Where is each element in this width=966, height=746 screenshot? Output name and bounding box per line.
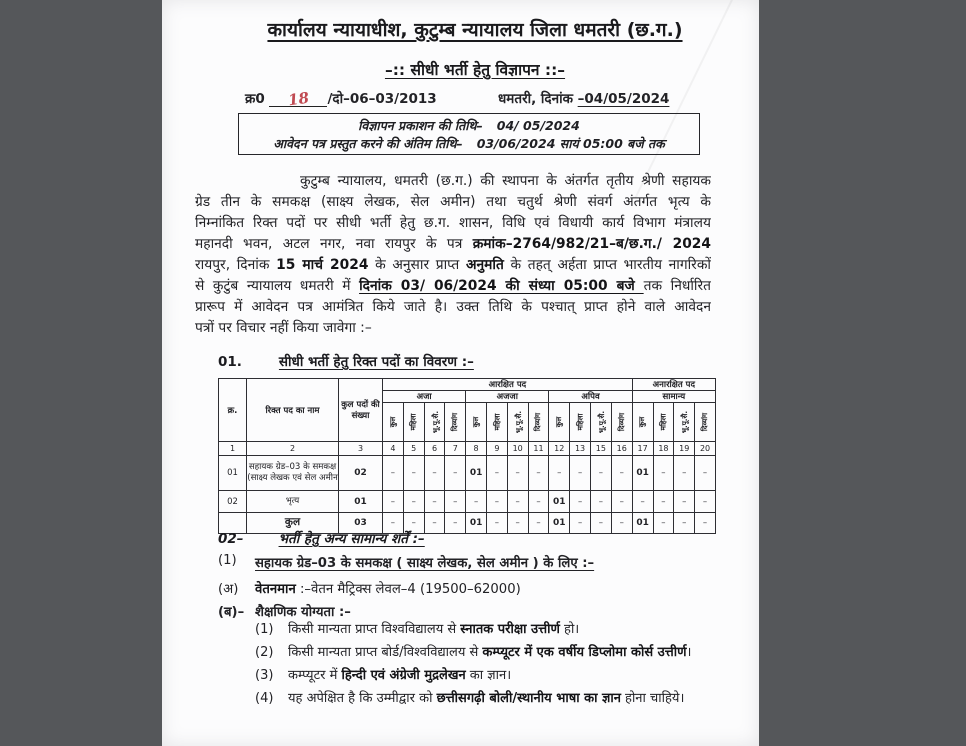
advertisement-heading: –:: सीधी भर्ती हेतु विज्ञापन ::– — [384, 61, 566, 79]
education-item — [255, 621, 710, 638]
cell-value: 01 — [466, 513, 487, 534]
cell-value: – — [611, 456, 632, 491]
education-item-label: (2) — [255, 645, 274, 660]
cell-value: – — [590, 456, 611, 491]
section-01-heading — [218, 352, 474, 370]
document-page — [162, 0, 759, 746]
education-item-label: (4) — [255, 691, 274, 706]
header-subcolumn — [549, 403, 570, 442]
education-item-label: (1) — [255, 622, 274, 637]
column-number: 18 — [653, 442, 674, 456]
cell-value: – — [695, 491, 716, 513]
header-category: अपिव — [549, 391, 632, 403]
header-subcolumn — [445, 403, 466, 442]
cell-value: 01 — [549, 491, 570, 513]
header-subcolumn — [590, 403, 611, 442]
rotated-label: भू.पू.सै. — [430, 410, 440, 434]
rotated-label: भू.पू.सै. — [513, 410, 523, 434]
cell-value: – — [486, 513, 507, 534]
header-reserved: आरक्षित पद — [383, 379, 633, 391]
cell-value: – — [653, 456, 674, 491]
header-subcolumn — [695, 403, 716, 442]
header-subcolumn — [674, 403, 695, 442]
intro-line: निम्नांकित रिक्त पदों पर सीधी भर्ती हेतु छ.ग. शासन, विधि एवं विधायी कार्य विभाग मंत्रालय — [195, 215, 711, 231]
cell-post-name: कुल — [247, 513, 339, 534]
cell-total: 02 — [339, 456, 383, 491]
cell-value: – — [695, 456, 716, 491]
cell-value: – — [403, 513, 424, 534]
cell-value: – — [383, 513, 404, 534]
cell-post-name: भृत्य — [247, 491, 339, 513]
cell-value: – — [570, 491, 591, 513]
intro-line: रायपुर, दिनांक 15 मार्च 2024 के अनुसार प्राप्त अनुमति के तहत् अर्हता प्राप्त भारतीय नागरिकों — [195, 257, 711, 273]
education-item — [255, 644, 710, 661]
last-date-line — [239, 135, 699, 152]
condition-item-education — [218, 602, 718, 620]
last-date-label: आवेदन पत्र प्रस्तुत करने की अंतिम तिथि– — [273, 135, 463, 151]
publication-date-line — [239, 117, 699, 134]
intro-line: से कुटुंब न्यायालय धमतरी में दिनांक 03/ 06/2024 की संध्या 05:00 बजे तक निर्धारित — [195, 278, 711, 294]
section-02-number: 02– — [218, 531, 244, 547]
cell-value: – — [528, 491, 549, 513]
publication-date-value: 04/ 05/2024 — [496, 117, 580, 133]
cell-value: – — [486, 491, 507, 513]
education-item — [255, 667, 710, 684]
table-header-row-1 — [219, 379, 716, 391]
condition-item-pay-text: वेतनमान :–वेतन मैट्रिक्स लेवल–4 (19500–62000) — [255, 582, 521, 597]
column-number: 7 — [445, 442, 466, 456]
cell-value: – — [528, 513, 549, 534]
header-post-name: रिक्त पद का नाम — [247, 379, 339, 442]
table-column-numbers — [219, 442, 716, 456]
column-number: 16 — [611, 442, 632, 456]
publication-dates-box — [238, 113, 700, 155]
cell-value: – — [383, 491, 404, 513]
cell-value: 01 — [466, 456, 487, 491]
education-item-text: किसी मान्यता प्राप्त विश्वविद्यालय से स्नातक परीक्षा उत्तीर्ण हो। — [288, 622, 580, 637]
cell-value: – — [466, 491, 487, 513]
header-subcolumn — [632, 403, 653, 442]
cell-value: – — [383, 456, 404, 491]
column-number: 9 — [486, 442, 507, 456]
column-number: 15 — [590, 442, 611, 456]
rotated-label: कुल — [637, 416, 647, 428]
table-row — [219, 456, 716, 491]
intro-line: पत्रों पर विचार नहीं किया जावेगा :– — [195, 320, 372, 336]
cell-value: – — [570, 513, 591, 534]
education-item-label: (3) — [255, 668, 274, 683]
column-number: 5 — [403, 442, 424, 456]
header-subcolumn — [507, 403, 528, 442]
condition-item-pay — [218, 579, 718, 597]
intro-line: ग्रेड तीन के समकक्ष (साक्ष्य लेखक, सेल अमीन) तथा चतुर्थ श्रेणी संवर्ग अंतर्गत भृत्य के — [195, 194, 711, 210]
cell-value: – — [611, 491, 632, 513]
document-title: कार्यालय न्यायाधीश, कुटुम्ब न्यायालय जिला धमतरी (छ.ग.) — [267, 19, 683, 41]
reference-number — [245, 88, 437, 110]
condition-item-1-label: (1) — [218, 553, 237, 568]
header-subcolumn — [466, 403, 487, 442]
handwritten-number: 18 — [287, 88, 311, 110]
dateline-value: –04/05/2024 — [577, 91, 670, 107]
header-category: अजजा — [466, 391, 549, 403]
cell-value: – — [653, 513, 674, 534]
cell-sno: 01 — [219, 456, 247, 491]
section-02-title: भर्ती हेतु अन्य सामान्य शर्तें :– — [278, 531, 425, 547]
column-number: 8 — [466, 442, 487, 456]
condition-item-education-text: शैक्षणिक योग्यता :– — [255, 605, 351, 620]
column-number: 6 — [424, 442, 445, 456]
column-number: 13 — [570, 442, 591, 456]
cell-value: 01 — [632, 513, 653, 534]
header-category: अजा — [383, 391, 466, 403]
header-subcolumn — [424, 403, 445, 442]
condition-item-1 — [218, 553, 718, 571]
table-row — [219, 491, 716, 513]
column-number: 3 — [339, 442, 383, 456]
header-sno: क्र. — [219, 379, 247, 442]
column-number: 4 — [383, 442, 404, 456]
education-qualification-list — [255, 621, 710, 713]
cell-value: – — [653, 491, 674, 513]
cell-value: – — [445, 456, 466, 491]
cell-value: – — [507, 513, 528, 534]
header-unreserved: अनारक्षित पद — [632, 379, 715, 391]
cell-value: – — [528, 456, 549, 491]
education-item — [255, 690, 710, 707]
column-number: 20 — [695, 442, 716, 456]
cell-value: – — [674, 456, 695, 491]
rotated-label: दिव्यांग — [450, 412, 460, 432]
cell-value: 01 — [632, 456, 653, 491]
column-number: 17 — [632, 442, 653, 456]
cell-value: – — [632, 491, 653, 513]
cell-value: – — [445, 491, 466, 513]
reference-line — [162, 89, 759, 111]
cell-value: – — [507, 491, 528, 513]
intro-line: प्रारूप में आवेदन पत्र आमंत्रित किये जाते है। उक्त तिथि के पश्चात् प्राप्त होने वाले आवेदन — [195, 299, 711, 315]
column-number: 10 — [507, 442, 528, 456]
dateline-label: धमतरी, दिनांक — [498, 91, 573, 107]
rotated-label: दिव्यांग — [616, 412, 626, 432]
header-total-posts: कुल पदों की संख्या — [339, 379, 383, 442]
section-01-title: सीधी भर्ती हेतु रिक्त पदों का विवरण :– — [278, 354, 474, 370]
section-01-number: 01. — [218, 354, 242, 370]
header-subcolumn — [570, 403, 591, 442]
intro-line: महानदी भवन, अटल नगर, नवा रायपुर के पत्र क्रमांक–2764/982/21–ब/छ.ग./ 2024 — [195, 236, 711, 252]
last-date-value: 03/06/2024 सायं 05:00 बजे तक — [476, 135, 665, 151]
cell-value: – — [590, 513, 611, 534]
header-subcolumn — [486, 403, 507, 442]
cell-value: – — [486, 456, 507, 491]
rotated-label: दिव्यांग — [533, 412, 543, 432]
reference-suffix: /दो–06–03/2013 — [327, 91, 437, 107]
cell-value: – — [695, 513, 716, 534]
cell-value: – — [403, 456, 424, 491]
rotated-label: कुल — [554, 416, 564, 428]
rotated-label: भू.पू.सै. — [597, 410, 607, 434]
cell-value: – — [549, 456, 570, 491]
handwritten-number-blank — [269, 88, 327, 110]
cell-value: – — [424, 513, 445, 534]
publication-date-label: विज्ञापन प्रकाशन की तिथि– — [358, 117, 483, 133]
cell-value: – — [507, 456, 528, 491]
reference-prefix: क्र0 — [245, 91, 265, 107]
column-number: 2 — [247, 442, 339, 456]
cell-value: – — [674, 513, 695, 534]
header-subcolumn — [403, 403, 424, 442]
cell-value: 01 — [549, 513, 570, 534]
rotated-label: कुल — [471, 416, 481, 428]
cell-total: 01 — [339, 491, 383, 513]
cell-value: – — [590, 491, 611, 513]
column-number: 11 — [528, 442, 549, 456]
vacancy-table — [218, 378, 716, 534]
rotated-label: महिला — [575, 413, 585, 431]
intro-line: कुटुम्ब न्यायालय, धमतरी (छ.ग.) की स्थापना के अंतर्गत तृतीय श्रेणी सहायक — [300, 173, 711, 189]
condition-item-education-label: (ब)– — [218, 605, 245, 620]
education-item-text: यह अपेक्षित है कि उम्मीद्वार को छत्तीसगढ़ी बोली/स्थानीय भाषा का ज्ञान होना चाहिये। — [288, 691, 685, 706]
cell-value: – — [424, 491, 445, 513]
column-number: 12 — [549, 442, 570, 456]
cell-value: – — [403, 491, 424, 513]
header-subcolumn — [611, 403, 632, 442]
rotated-label: भू.पू.सै. — [680, 410, 690, 434]
header-subcolumn — [653, 403, 674, 442]
cell-value: – — [674, 491, 695, 513]
section-02-heading — [218, 529, 425, 547]
header-category: सामान्य — [632, 391, 715, 403]
condition-item-1-text: सहायक ग्रेड–03 के समकक्ष ( साक्ष्य लेखक, सेल अमीन ) के लिए :– — [255, 556, 595, 571]
place-dateline — [498, 89, 669, 107]
rotated-label: महिला — [658, 413, 668, 431]
header-subcolumn — [383, 403, 404, 442]
intro-paragraph — [195, 171, 711, 339]
cell-sno: 02 — [219, 491, 247, 513]
rotated-label: दिव्यांग — [700, 412, 710, 432]
rotated-label: महिला — [491, 413, 501, 431]
condition-item-pay-label: (अ) — [218, 582, 239, 597]
cell-value: – — [424, 456, 445, 491]
education-item-text: किसी मान्यता प्राप्त बोर्ड/विश्वविद्यालय से कम्प्यूटर में एक वर्षीय डिप्लोमा कोर्स उत्तीर्ण। — [288, 645, 692, 660]
rotated-label: महिला — [408, 413, 418, 431]
column-number: 19 — [674, 442, 695, 456]
cell-post-name: सहायक ग्रेड–03 के समकक्ष (साक्ष्य लेखक एवं सेल अमीन — [247, 456, 339, 491]
cell-total: 03 — [339, 513, 383, 534]
rotated-label: कुल — [387, 416, 397, 428]
column-number: 1 — [219, 442, 247, 456]
cell-value: – — [570, 456, 591, 491]
cell-value: – — [611, 513, 632, 534]
education-item-text: कम्प्यूटर में हिन्दी एवं अंग्रेजी मुद्रलेखन का ज्ञान। — [288, 668, 512, 683]
cell-value: – — [445, 513, 466, 534]
header-subcolumn — [528, 403, 549, 442]
